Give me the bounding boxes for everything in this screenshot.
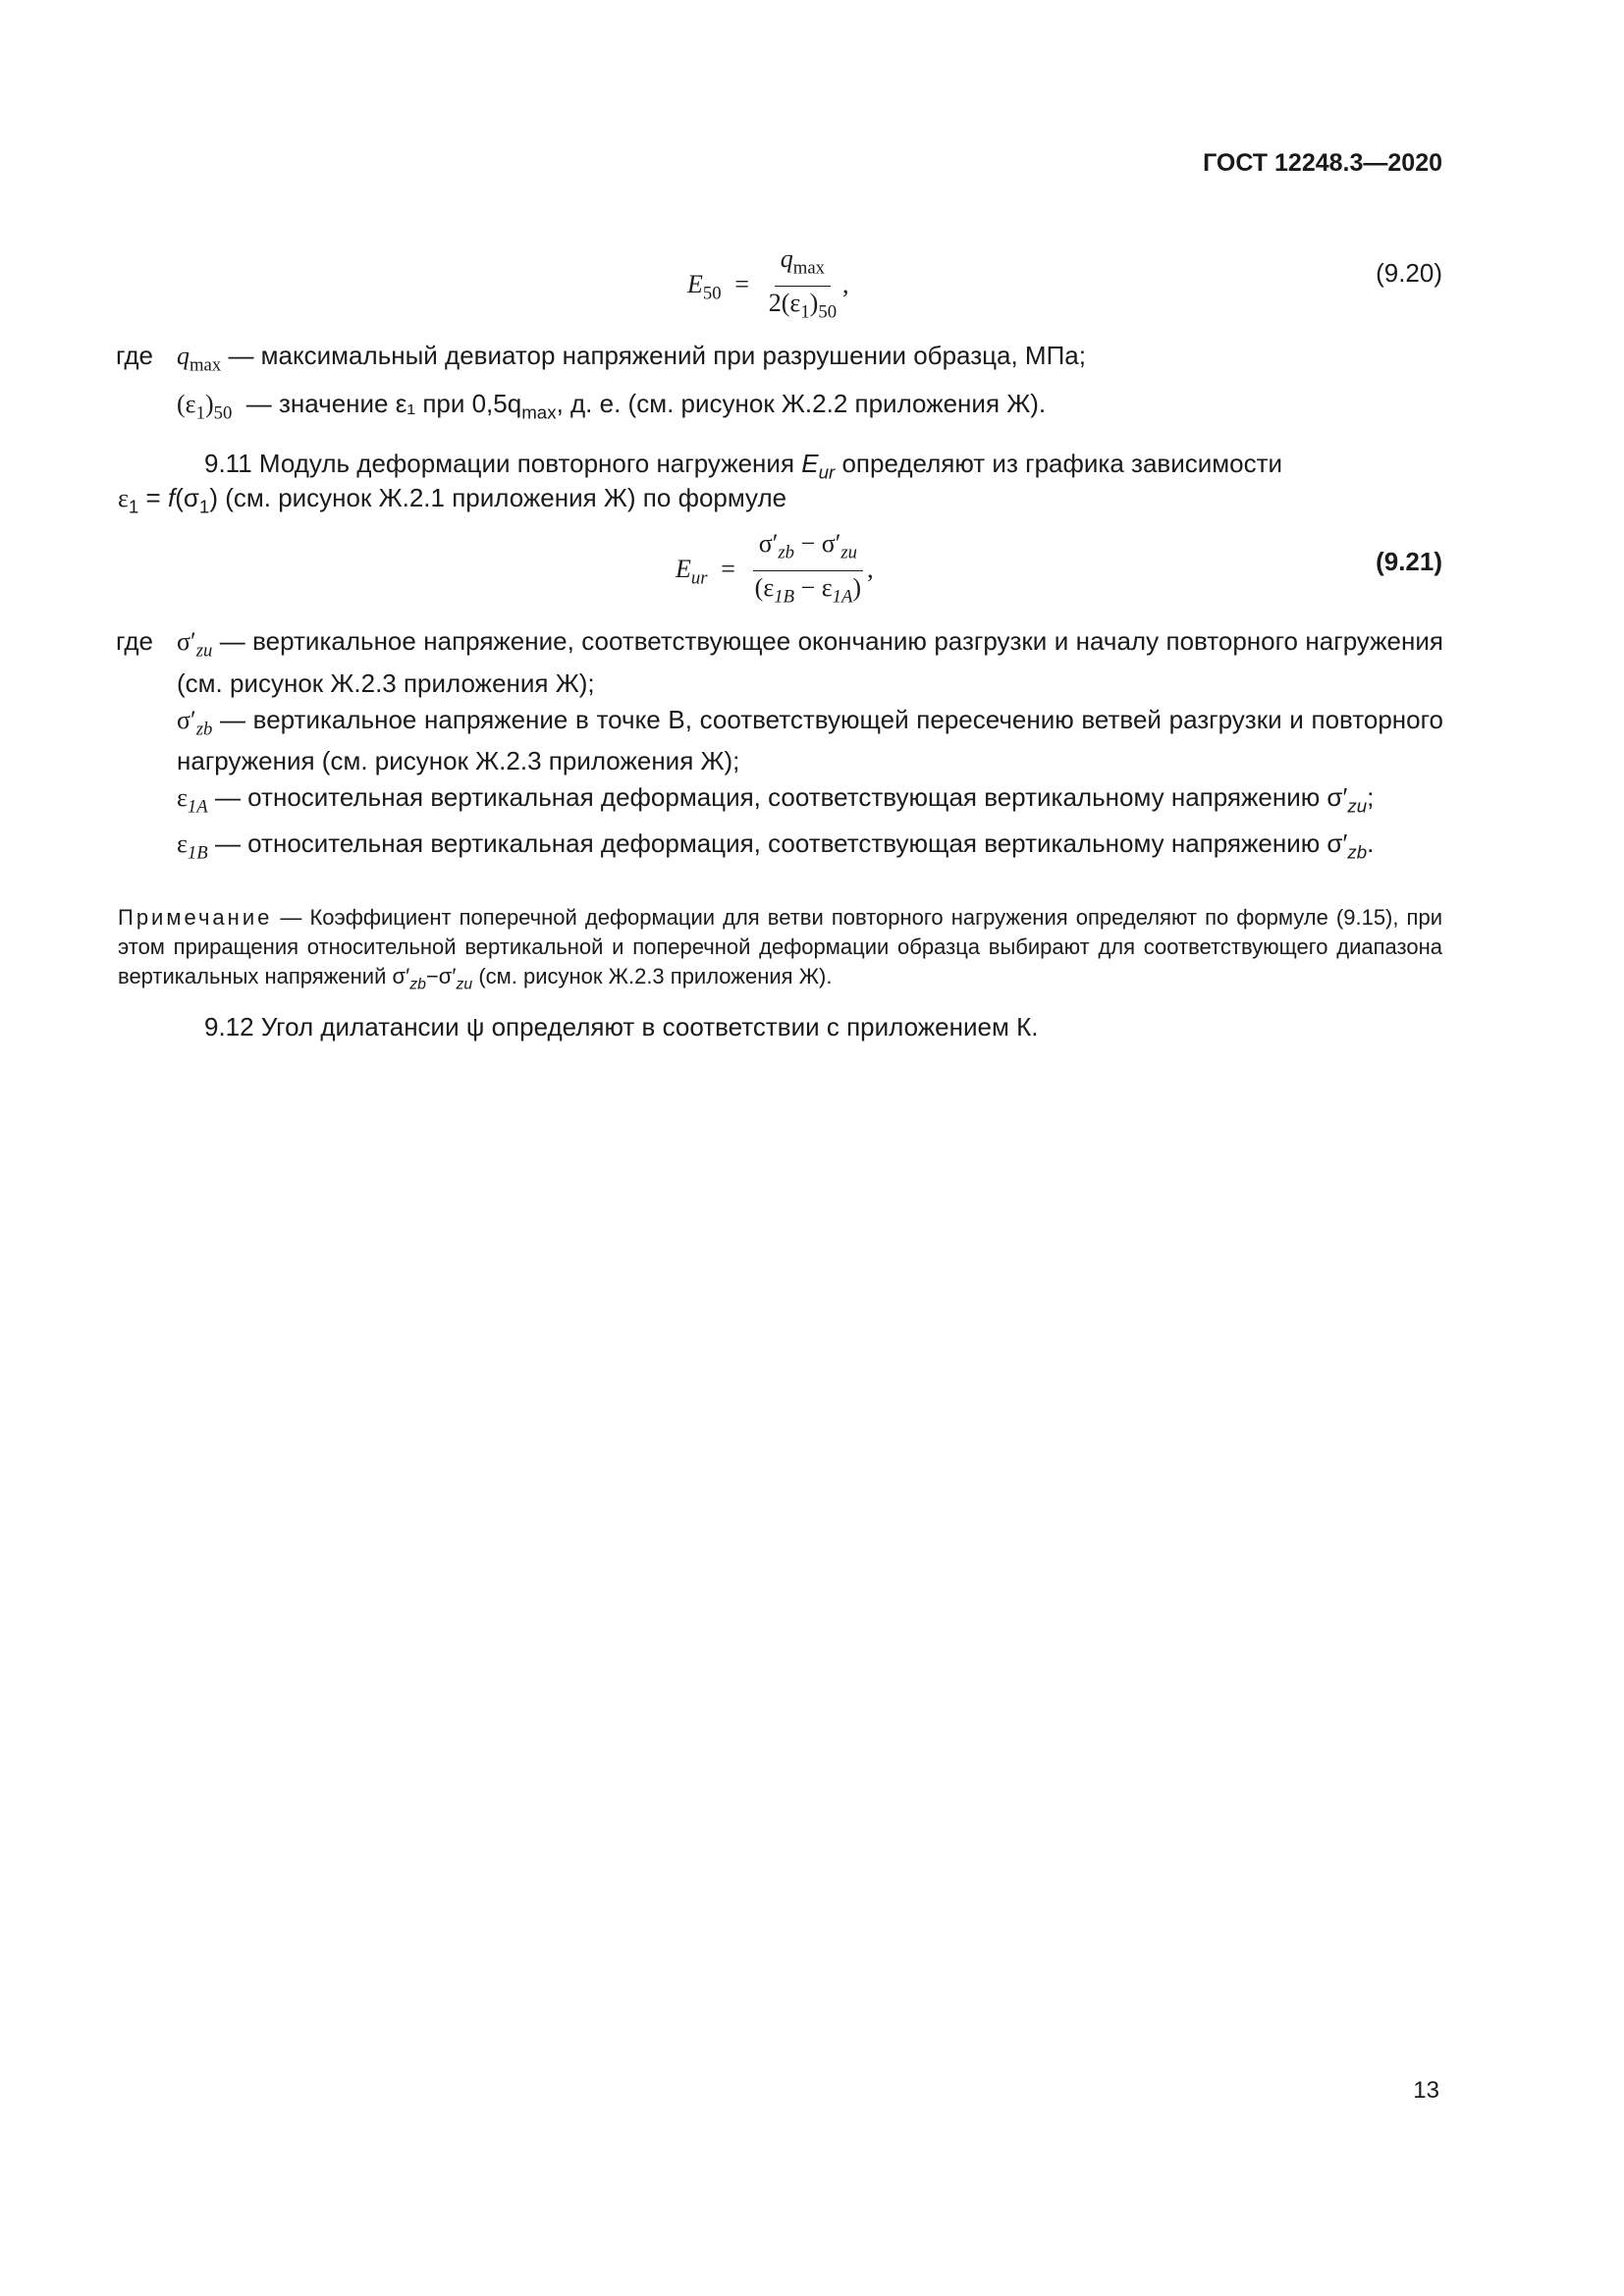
note-block: Примечание — Коэффициент поперечной деформации для ветви повторного нагружения определяют по формуле (9.15), при этом приращения относительной вертикальной и поперечной деформации образца выбирают для соответствующего диапазона вертикальных напряжений $\sigma'_{zb}-\sigma'_{zu}$ (см. рисунок Ж.2.3 приложения Ж). bbox=[118, 905, 1442, 993]
formula-lhs: E bbox=[676, 554, 691, 583]
numerator: $q_{max}$ bbox=[775, 245, 831, 287]
equals-sign: = bbox=[728, 269, 756, 298]
definition-text: $\sigma'_{zb}$ — вертикальное напряжение в точке B, соответствующей пересечению ветвей разгрузки и повторного нагружения (см. рисунок Ж.2.3 приложения Ж); bbox=[177, 704, 1443, 776]
definition-text: $\varepsilon_{1A}$ — относительная вертикальная деформация, соответствующая вертикальному напряжению $\sigma'_{zu}$; bbox=[177, 782, 1375, 818]
numerator: $\sigma'_{zb} - \sigma'_{zu}$ bbox=[753, 530, 863, 571]
paragraph-9-12: 9.12 Угол дилатансии ψ определяют в соответствии с приложением К. bbox=[204, 1012, 1039, 1041]
fraction bbox=[763, 245, 842, 326]
definition-text: $\sigma'_{zu}$ — вертикальное напряжение, соответствующее окончанию разгрузки и началу повторного нагружения (см. рисунок Ж.2.3 приложения Ж); bbox=[177, 626, 1443, 698]
formula-lhs: E bbox=[687, 269, 703, 298]
paragraph-9-11-line2: $\varepsilon_1 = f(\sigma_1)$ (см. рисунок Ж.2.1 приложения Ж) по формуле bbox=[118, 483, 787, 517]
definitions-9-20 bbox=[116, 340, 1443, 433]
definition-row bbox=[116, 625, 1443, 700]
equation-number-9-21: (9.21) bbox=[1376, 547, 1442, 576]
where-word: где bbox=[116, 626, 153, 656]
formula-9-21 bbox=[676, 530, 874, 611]
definition-row bbox=[116, 704, 1443, 778]
definition-text: $\varepsilon_{1B}$ — относительная вертикальная деформация, соответствующая вертикальному напряжению $\sigma'_{zb}$. bbox=[177, 828, 1375, 864]
definition-row bbox=[116, 781, 1443, 824]
definition-text: $(\varepsilon_1)_{50}$ — значение ε₁ при $0,5q_{max}$, д. е. (см. рисунок Ж.2.2 приложения Ж). bbox=[177, 388, 1047, 424]
formula-lhs-sub: ur bbox=[690, 567, 708, 589]
formula-lhs-sub: 50 bbox=[702, 283, 722, 304]
equals-sign: = bbox=[714, 554, 742, 583]
denominator: $(\varepsilon_{1B} - \varepsilon_{1A})$ bbox=[754, 572, 862, 608]
paragraph-9-11: 9.11 Модуль деформации повторного нагружения $E_{ur}$ определяют из графика зависимости bbox=[204, 449, 1283, 483]
definitions-9-21 bbox=[116, 625, 1443, 873]
definition-row bbox=[116, 828, 1443, 870]
note-text: — Коэффициент поперечной деформации для ветви повторного нагружения определяют по формуле (9.15), при этом приращения относительной вертикальной и поперечной деформации образца выбирают для соответствующего диапазона вертикальных напряжений σ′ bbox=[118, 905, 1442, 988]
formula-comma: , bbox=[867, 554, 874, 583]
formula-comma: , bbox=[842, 269, 849, 298]
denominator: $2(\varepsilon_1)_{50}$ bbox=[768, 288, 838, 323]
definition-text: $q_{max}$ — максимальный девиатор напряжений при разрушении образца, МПа; bbox=[177, 341, 1086, 376]
definition-row bbox=[116, 388, 1443, 430]
page-number: 13 bbox=[1413, 2077, 1439, 2104]
note-label: Примечание bbox=[118, 905, 273, 930]
definition-row bbox=[116, 340, 1443, 382]
fraction bbox=[749, 530, 867, 611]
where-word: где bbox=[116, 341, 153, 370]
formula-9-20 bbox=[687, 245, 849, 326]
document-header: ГОСТ 12248.3—2020 bbox=[1203, 149, 1442, 177]
equation-number-9-20: (9.20) bbox=[1376, 258, 1442, 288]
